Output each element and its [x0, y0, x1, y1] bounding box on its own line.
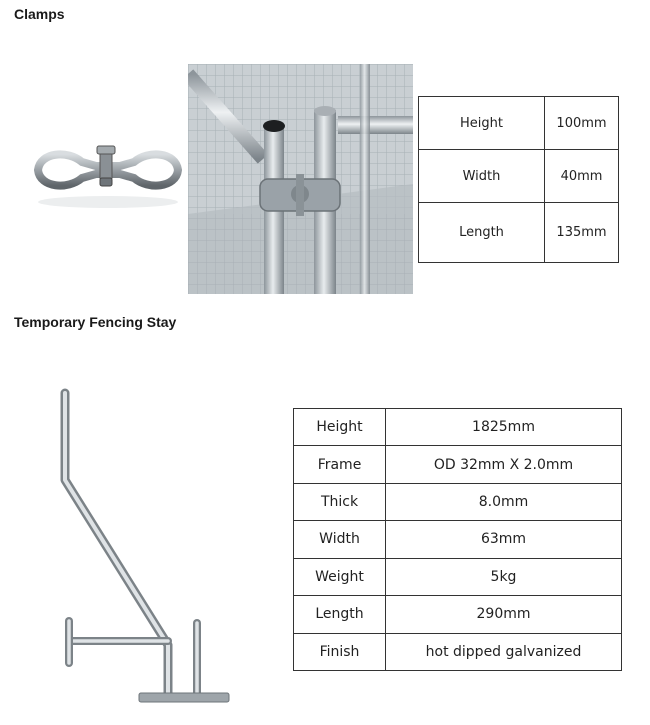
spec-value: OD 32mm X 2.0mm: [386, 446, 622, 483]
stay-heading: Temporary Fencing Stay: [14, 314, 177, 330]
spec-value: 100mm: [545, 97, 619, 150]
spec-label: Frame: [294, 446, 386, 483]
stay-spec-table: [293, 408, 622, 671]
table-row: [294, 446, 622, 483]
table-row: [294, 633, 622, 670]
table-row: [419, 150, 619, 203]
spec-value: 1825mm: [386, 409, 622, 446]
spec-label: Length: [419, 203, 545, 263]
table-row: [419, 203, 619, 263]
spec-value: hot dipped galvanized: [386, 633, 622, 670]
table-row: [294, 409, 622, 446]
spec-value: 5kg: [386, 558, 622, 595]
fencing-stay-image: [45, 385, 245, 710]
fence-clamp-photo: [188, 64, 413, 294]
spec-value: 290mm: [386, 596, 622, 633]
spec-label: Width: [294, 521, 386, 558]
table-row: [294, 483, 622, 520]
table-row: [294, 521, 622, 558]
table-row: [294, 558, 622, 595]
table-row: [294, 596, 622, 633]
spec-label: Length: [294, 596, 386, 633]
spec-label: Height: [294, 409, 386, 446]
clamp-image: [30, 140, 185, 215]
spec-label: Width: [419, 150, 545, 203]
spec-value: 40mm: [545, 150, 619, 203]
spec-label: Weight: [294, 558, 386, 595]
spec-label: Finish: [294, 633, 386, 670]
spec-value: 8.0mm: [386, 483, 622, 520]
spec-value: 63mm: [386, 521, 622, 558]
clamp-spec-table: [418, 96, 619, 263]
clamps-heading: Clamps: [14, 6, 65, 22]
table-row: [419, 97, 619, 150]
spec-label: Height: [419, 97, 545, 150]
spec-label: Thick: [294, 483, 386, 520]
spec-value: 135mm: [545, 203, 619, 263]
